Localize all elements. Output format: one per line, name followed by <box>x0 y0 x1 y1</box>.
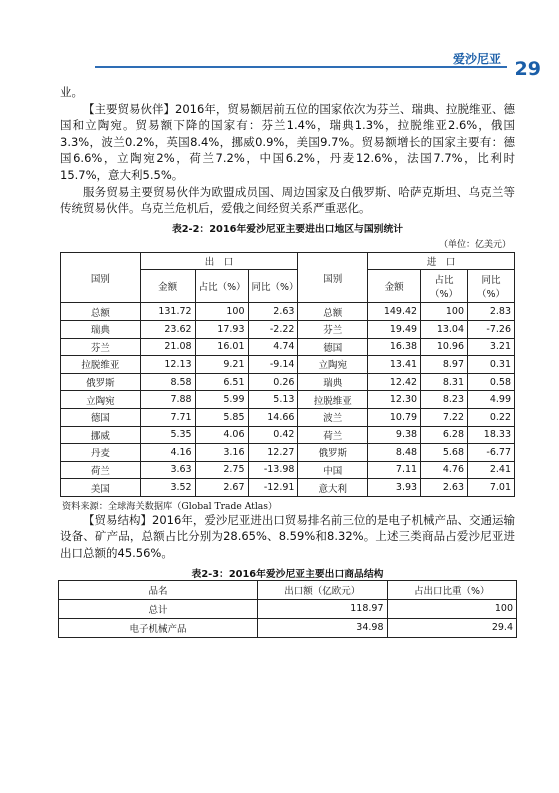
header-export-amount: 金额 <box>140 270 195 303</box>
table-cell: 2.67 <box>195 479 248 497</box>
header-country: 爱沙尼亚 <box>452 52 501 66</box>
table-cell: 7.88 <box>140 391 195 409</box>
table1-source: 资料来源：全球海关数据库（Global Trade Atlas） <box>62 500 278 512</box>
table-cell: 2.63 <box>421 479 468 497</box>
table-row <box>61 356 515 374</box>
page-number: 29 <box>514 58 541 80</box>
table-cell: 总额 <box>298 303 368 321</box>
table1-unit: （单位：亿美元） <box>438 239 511 250</box>
table-cell: 8.97 <box>421 356 468 374</box>
table-cell: 立陶宛 <box>298 356 368 374</box>
table-cell: 2.41 <box>468 461 515 479</box>
table-row <box>61 408 515 426</box>
table-cell: 5.99 <box>195 391 248 409</box>
table-cell: 0.58 <box>468 373 515 391</box>
table-cell: -7.26 <box>468 320 515 338</box>
table-cell: 13.41 <box>368 356 421 374</box>
table-cell: 2.63 <box>248 303 298 321</box>
header-import: 进 口 <box>368 252 515 270</box>
table-cell: 瑞典 <box>61 320 141 338</box>
header-import-country: 国别 <box>298 252 368 303</box>
table-cell: 总额 <box>61 303 141 321</box>
table-cell: 2.83 <box>468 303 515 321</box>
table-cell: 丹麦 <box>61 444 141 462</box>
table-cell: 12.42 <box>368 373 421 391</box>
table-cell: 18.33 <box>468 426 515 444</box>
table-cell: -2.22 <box>248 320 298 338</box>
paragraph-trade-structure: 【贸易结构】2016年，爱沙尼亚进出口贸易排名前三位的是电子机械产品、交通运输设备、矿产品，总额占比分别为28.65%、8.59%和8.32%。上述三类商品占爱沙尼亚进出口总额的45.56%。 <box>60 512 515 561</box>
table-cell: 德国 <box>298 338 368 356</box>
table-cell: 5.35 <box>140 426 195 444</box>
table-cell: 荷兰 <box>61 461 141 479</box>
header-export-share: 占比（%） <box>195 270 248 303</box>
table-cell: 0.26 <box>248 373 298 391</box>
table-cell: 荷兰 <box>298 426 368 444</box>
table-cell: 电子机械产品 <box>59 618 258 637</box>
table-cell: 5.68 <box>421 444 468 462</box>
table-cell: 10.96 <box>421 338 468 356</box>
paragraph-service-trade: 服务贸易主要贸易伙伴为欧盟成员国、周边国家及白俄罗斯、哈萨克斯坦、乌克兰等传统贸易伙伴。乌克兰危机后，爱俄之间经贸关系严重恶化。 <box>60 184 515 216</box>
table-cell: 挪威 <box>61 426 141 444</box>
table-cell: 拉脱维亚 <box>61 356 141 374</box>
table-cell: 8.58 <box>140 373 195 391</box>
header-import-yoy: 同比（%） <box>468 270 515 303</box>
table-cell: 3.21 <box>468 338 515 356</box>
table-cell: 16.01 <box>195 338 248 356</box>
table-cell: 芬兰 <box>298 320 368 338</box>
table-cell: 10.79 <box>368 408 421 426</box>
table-cell: 4.06 <box>195 426 248 444</box>
table-cell: 7.71 <box>140 408 195 426</box>
table-cell: 总计 <box>59 599 258 618</box>
table-cell: 12.27 <box>248 444 298 462</box>
header-rule <box>95 66 507 68</box>
table-cell: 瑞典 <box>298 373 368 391</box>
table-row <box>61 426 515 444</box>
table-cell: 8.31 <box>421 373 468 391</box>
header-export-share-pct: 占出口比重（%） <box>387 580 517 599</box>
header-export-country: 国别 <box>61 252 141 303</box>
export-structure-table <box>58 580 517 638</box>
table-row <box>61 391 515 409</box>
table-cell: 13.04 <box>421 320 468 338</box>
table-cell: 14.66 <box>248 408 298 426</box>
table-cell: 美国 <box>61 479 141 497</box>
table1-caption: 表2-2：2016年爱沙尼亚主要进出口地区与国别统计 <box>171 223 404 235</box>
table-cell: 中国 <box>298 461 368 479</box>
table-row <box>59 618 517 637</box>
table-cell: 100 <box>195 303 248 321</box>
header-export-amount-eur: 出口额（亿欧元） <box>258 580 388 599</box>
table-row <box>61 373 515 391</box>
table-cell: 8.23 <box>421 391 468 409</box>
table-cell: 5.13 <box>248 391 298 409</box>
table-cell: 4.74 <box>248 338 298 356</box>
header-export: 出 口 <box>140 252 298 270</box>
paragraph-continued: 业。 <box>60 85 83 99</box>
table-cell: 4.99 <box>468 391 515 409</box>
trade-partner-table <box>60 252 515 497</box>
table-cell: 俄罗斯 <box>298 444 368 462</box>
header-export-yoy: 同比（%） <box>248 270 298 303</box>
header-product: 品名 <box>59 580 258 599</box>
trade-partner-table-body <box>61 303 515 497</box>
table-cell: -13.98 <box>248 461 298 479</box>
page-body <box>60 84 515 638</box>
table-cell: 17.93 <box>195 320 248 338</box>
header-import-amount: 金额 <box>368 270 421 303</box>
table-cell: 拉脱维亚 <box>298 391 368 409</box>
table-cell: 意大利 <box>298 479 368 497</box>
table-cell: 100 <box>387 599 517 618</box>
page-header <box>0 0 559 80</box>
table-cell: 7.22 <box>421 408 468 426</box>
table-row <box>61 338 515 356</box>
table-cell: 3.16 <box>195 444 248 462</box>
table2-wrapper <box>58 580 517 638</box>
table-cell: 0.42 <box>248 426 298 444</box>
table-cell: 23.62 <box>140 320 195 338</box>
table-cell: 9.21 <box>195 356 248 374</box>
table-cell: -12.91 <box>248 479 298 497</box>
table-cell: 3.63 <box>140 461 195 479</box>
table-cell: 俄罗斯 <box>61 373 141 391</box>
table-cell: 2.75 <box>195 461 248 479</box>
table-cell: 波兰 <box>298 408 368 426</box>
table-cell: 12.13 <box>140 356 195 374</box>
table-cell: 12.30 <box>368 391 421 409</box>
table-cell: 118.97 <box>258 599 388 618</box>
table-cell: 5.85 <box>195 408 248 426</box>
table-cell: 29.4 <box>387 618 517 637</box>
table-row <box>61 461 515 479</box>
export-structure-table-body <box>59 599 517 637</box>
table-cell: 7.11 <box>368 461 421 479</box>
table-row <box>61 444 515 462</box>
table2-caption: 表2-3：2016年爱沙尼亚主要出口商品结构 <box>191 568 384 580</box>
table-cell: 0.22 <box>468 408 515 426</box>
table-cell: 4.76 <box>421 461 468 479</box>
table-cell: 16.38 <box>368 338 421 356</box>
table-row <box>59 599 517 618</box>
table-row <box>61 479 515 497</box>
table-cell: 19.49 <box>368 320 421 338</box>
table-cell: 立陶宛 <box>61 391 141 409</box>
paragraph-trade-partners: 【主要贸易伙伴】2016年，贸易额居前五位的国家依次为芬兰、瑞典、拉脱维亚、德国和立陶宛。贸易额下降的国家有：芬兰1.4%，瑞典1.3%，拉脱维亚2.6%，俄国3.3%，波兰0.2%，英国8.4%，挪威0.9%，美国9.7%。贸易额增长的国家主要有：德国6.6%，立陶宛2%，荷兰7.2%，中国6.2%，丹麦12.6%，法国7.7%，比利时15.7%，意大利5.5%。 <box>60 101 515 182</box>
table-cell: -9.14 <box>248 356 298 374</box>
table-cell: 芬兰 <box>61 338 141 356</box>
table-cell: 6.28 <box>421 426 468 444</box>
table-cell: 21.08 <box>140 338 195 356</box>
table-cell: 德国 <box>61 408 141 426</box>
table-cell: 100 <box>421 303 468 321</box>
table-cell: 0.31 <box>468 356 515 374</box>
table-cell: 9.38 <box>368 426 421 444</box>
table-cell: 3.93 <box>368 479 421 497</box>
table-row <box>61 320 515 338</box>
table-cell: 3.52 <box>140 479 195 497</box>
table-cell: 34.98 <box>258 618 388 637</box>
table-cell: 131.72 <box>140 303 195 321</box>
table-cell: 4.16 <box>140 444 195 462</box>
table-cell: 7.01 <box>468 479 515 497</box>
header-import-share: 占比（%） <box>421 270 468 303</box>
table-row <box>61 303 515 321</box>
table-cell: 8.48 <box>368 444 421 462</box>
table-cell: 149.42 <box>368 303 421 321</box>
table-cell: 6.51 <box>195 373 248 391</box>
table-cell: -6.77 <box>468 444 515 462</box>
